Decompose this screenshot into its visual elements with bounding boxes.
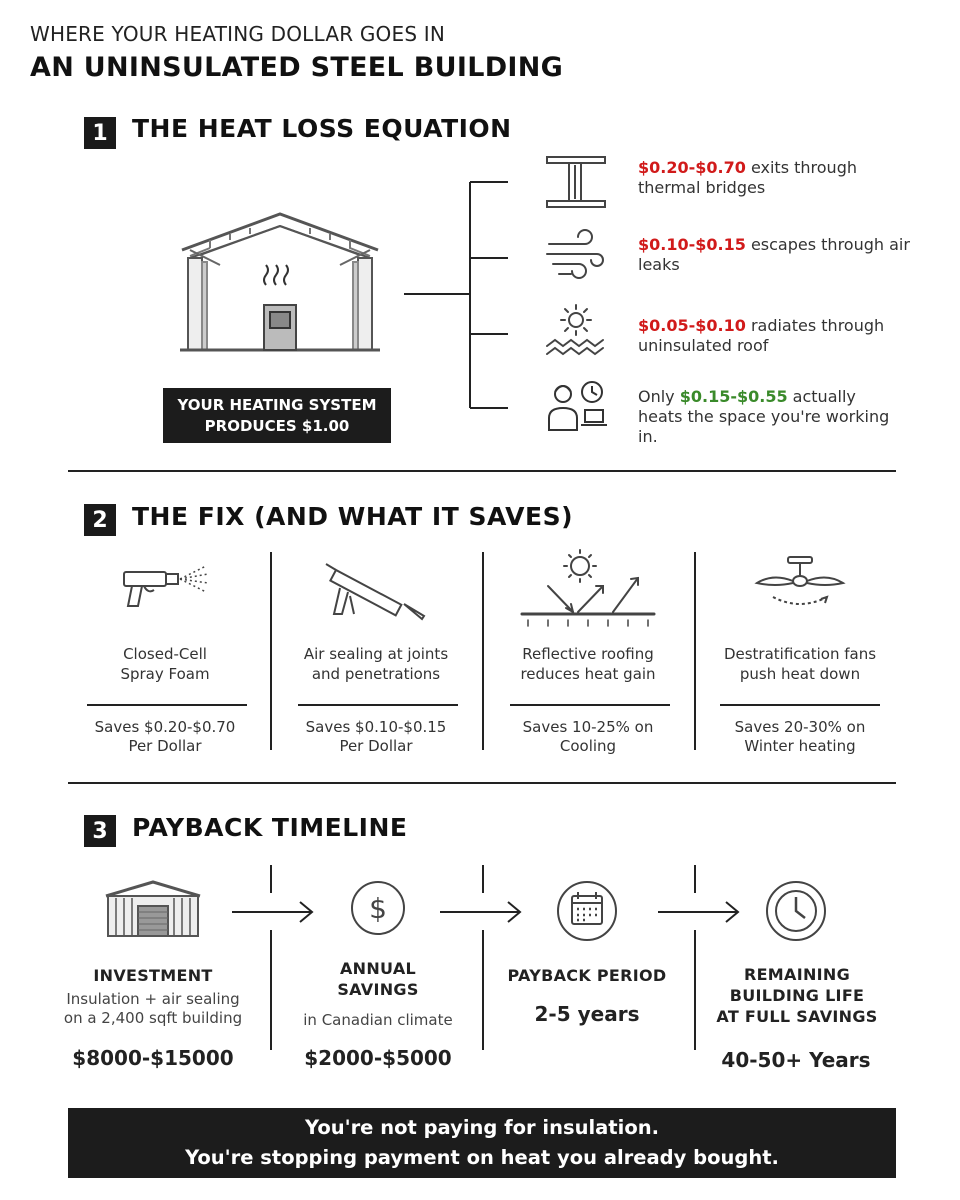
fix-save-line: Per Dollar [339, 737, 413, 755]
loss-amount: $0.20-$0.70 [638, 158, 746, 177]
fix-title-line: reduces heat gain [520, 665, 656, 683]
section-divider [68, 470, 896, 472]
dollar-coin-icon [350, 880, 406, 936]
column-rule [720, 704, 880, 706]
section-1-number: 1 [84, 117, 116, 149]
column-divider [694, 552, 696, 750]
step-remaining-value: 40-50+ Years [721, 1048, 871, 1072]
fix-title-air-sealing [276, 644, 476, 684]
flow-bracket [400, 180, 510, 412]
section-3-number: 3 [84, 815, 116, 847]
title-line: REMAINING [743, 965, 851, 984]
fix-title-reflective-roofing [488, 644, 688, 684]
timeline-tick [482, 865, 484, 893]
footer-line-1: You're not paying for insulation. [304, 1116, 660, 1139]
section-2-number: 2 [84, 504, 116, 536]
step-investment-sub [43, 990, 263, 1028]
loss-item-roof [638, 316, 918, 356]
fix-save-line: Per Dollar [128, 737, 202, 755]
timeline-tick [694, 865, 696, 893]
steel-building-icon [104, 880, 202, 938]
column-divider [482, 930, 484, 1050]
section-3-title: PAYBACK TIMELINE [132, 813, 408, 842]
fix-save-line: Winter heating [744, 737, 856, 755]
loss-amount: $0.05-$0.10 [638, 316, 746, 335]
loss-description: radiates through uninsulated roof [638, 316, 885, 355]
useful-amount: $0.15-$0.55 [679, 387, 788, 406]
column-rule [298, 704, 458, 706]
loss-description: exits through thermal bridges [638, 158, 857, 197]
loss-description: escapes through air leaks [638, 235, 910, 274]
title-line: AT FULL SAVINGS [716, 1007, 878, 1026]
column-divider [482, 552, 484, 750]
title-line: BUILDING LIFE [729, 986, 865, 1005]
clock-icon [765, 880, 827, 942]
fix-savings-air-sealing [276, 718, 476, 756]
step-savings-title [278, 958, 478, 1000]
column-divider [270, 552, 272, 750]
section-1-title: THE HEAT LOSS EQUATION [132, 114, 512, 143]
sun-roof-icon [545, 302, 607, 358]
badge-line-1: YOUR HEATING SYSTEM [177, 395, 377, 414]
fix-save-line: Saves $0.20-$0.70 [94, 718, 236, 736]
column-rule [87, 704, 247, 706]
footer-line-2: You're stopping payment on heat you already bought. [185, 1146, 779, 1169]
step-payback-value: 2-5 years [534, 1002, 640, 1026]
fix-title-spray-foam [65, 644, 265, 684]
section-divider [68, 782, 896, 784]
spray-gun-icon [120, 560, 210, 620]
timeline-tick [270, 865, 272, 893]
fix-title-line: Destratification fans [723, 645, 877, 663]
sub-line: on a 2,400 sqft building [63, 1009, 243, 1027]
column-divider [270, 930, 272, 1050]
fix-save-line: Cooling [559, 737, 617, 755]
heated-building-icon [180, 210, 380, 360]
loss-description: actually heats the space you're working in. [638, 387, 890, 446]
fix-title-line: and penetrations [311, 665, 441, 683]
sub-line: Insulation + air sealing [66, 990, 240, 1008]
fix-save-line: Saves 10-25% on [522, 718, 654, 736]
steel-beam-icon [545, 155, 607, 210]
fix-title-destrat-fans [700, 644, 900, 684]
step-savings-value: $2000-$5000 [304, 1046, 452, 1070]
header-kicker: WHERE YOUR HEATING DOLLAR GOES IN [30, 22, 446, 46]
step-investment-value: $8000-$15000 [72, 1046, 234, 1070]
loss-amount: $0.10-$0.15 [638, 235, 746, 254]
badge-line-2: PRODUCES $1.00 [204, 416, 350, 435]
svg-text:$: $ [369, 892, 387, 925]
fix-save-line: Saves 20-30% on [734, 718, 866, 736]
step-payback-title: PAYBACK PERIOD [507, 966, 667, 985]
title-line: ANNUAL [339, 959, 417, 978]
calendar-icon [556, 880, 618, 942]
fix-savings-reflective-roofing [488, 718, 688, 756]
loss-item-useful-heat [638, 387, 903, 447]
heating-system-badge [163, 388, 391, 443]
worker-icon [545, 378, 607, 434]
fix-savings-destrat-fans [700, 718, 900, 756]
column-rule [510, 704, 670, 706]
step-investment-title: INVESTMENT [93, 966, 213, 985]
column-divider [694, 930, 696, 1050]
page-title: AN UNINSULATED STEEL BUILDING [30, 52, 564, 83]
footer-banner [68, 1108, 896, 1178]
fix-title-line: Spray Foam [120, 665, 210, 683]
title-line: SAVINGS [337, 980, 419, 999]
loss-item-thermal-bridges [638, 158, 918, 198]
fix-savings-spray-foam [65, 718, 265, 756]
fix-title-line: Closed-Cell [123, 645, 207, 663]
loss-item-air-leaks [638, 235, 918, 275]
reflective-roof-icon [518, 548, 658, 628]
fix-save-line: Saves $0.10-$0.15 [305, 718, 447, 736]
step-remaining-title [697, 964, 897, 1027]
fix-title-line: Reflective roofing [522, 645, 654, 663]
caulk-gun-icon [322, 560, 432, 624]
ceiling-fan-icon [755, 555, 845, 617]
loss-prefix: Only [638, 387, 680, 406]
wind-icon [545, 230, 607, 280]
fix-title-line: push heat down [739, 665, 861, 683]
step-savings-sub: in Canadian climate [303, 1011, 453, 1029]
arrow-right-icon [440, 900, 524, 924]
arrow-right-icon [658, 900, 742, 924]
section-2-title: THE FIX (AND WHAT IT SAVES) [132, 502, 574, 531]
arrow-right-icon [232, 900, 316, 924]
fix-title-line: Air sealing at joints [303, 645, 449, 663]
